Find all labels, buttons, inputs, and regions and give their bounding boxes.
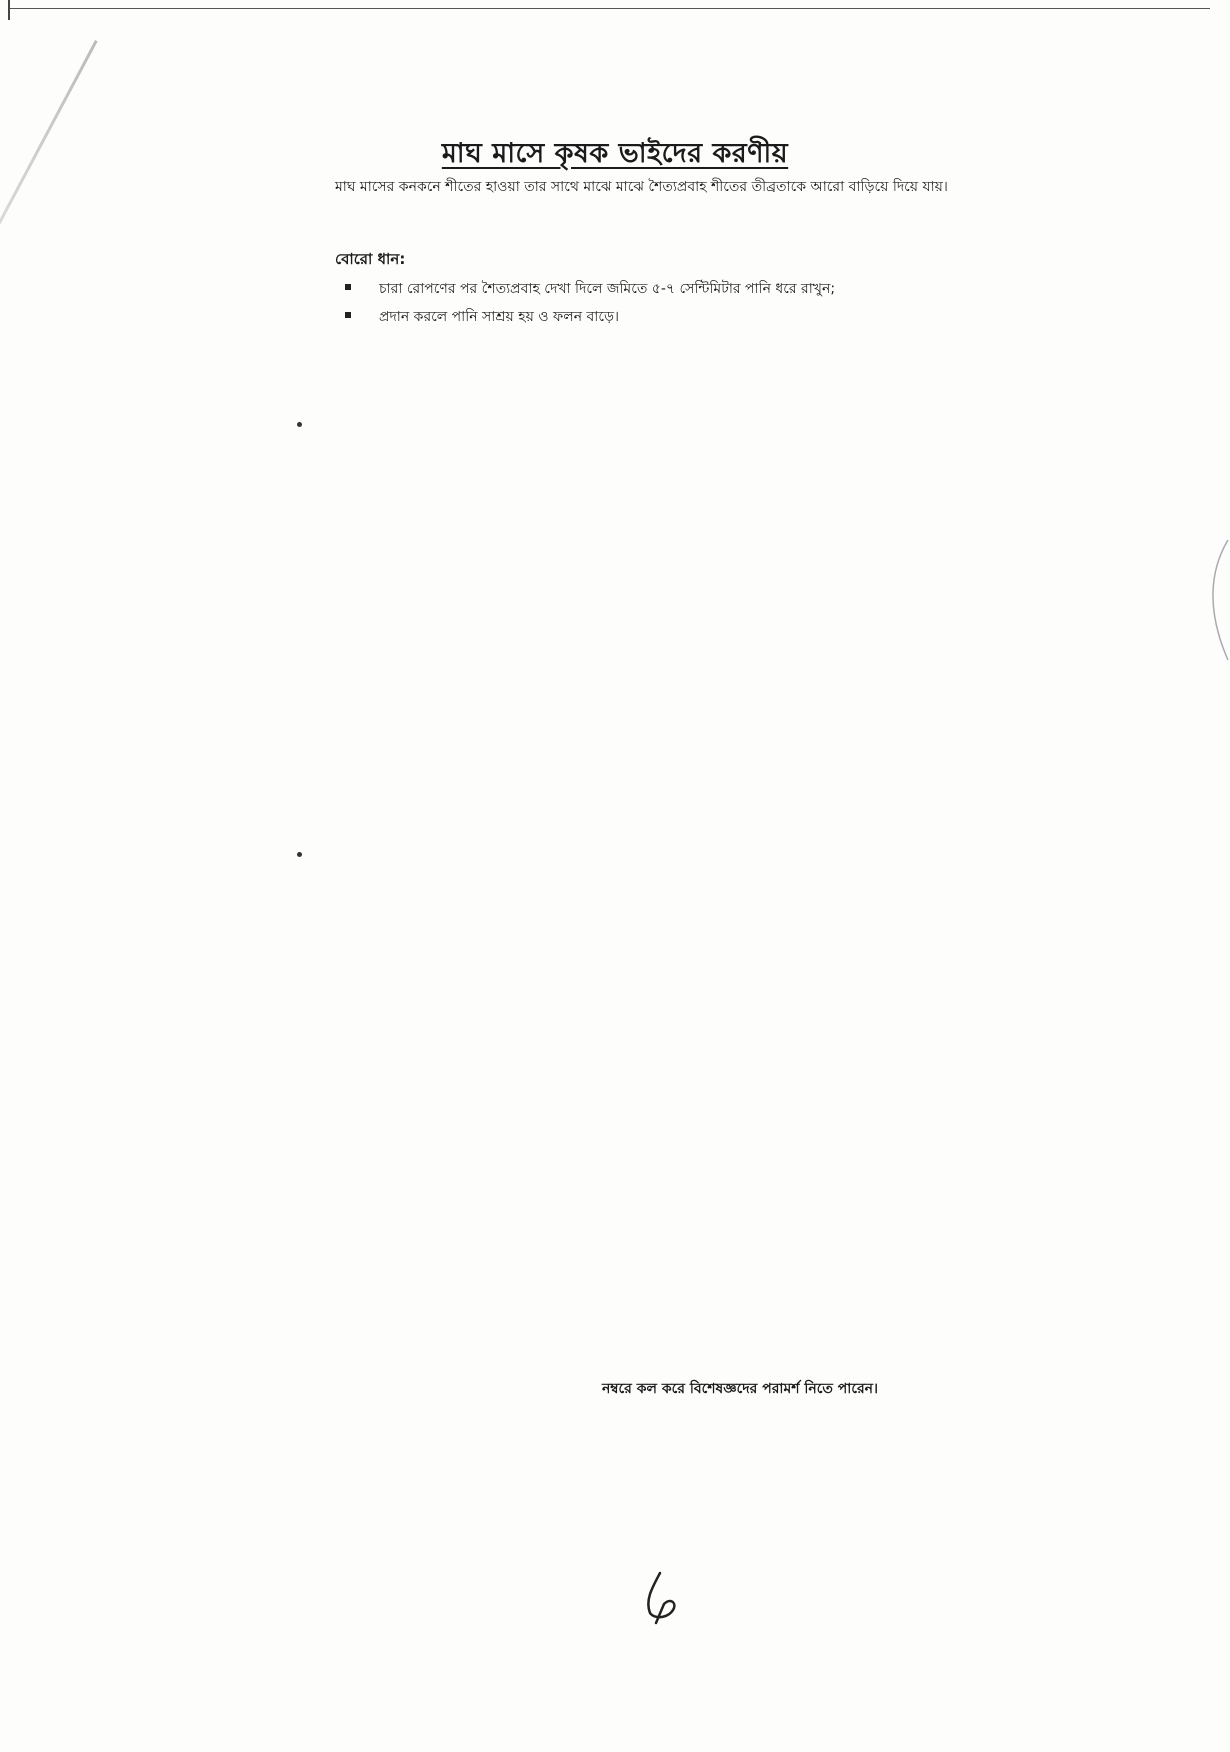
intro-paragraph: মাঘ মাসের কনকনে শীতের হাওয়া তার সাথে মাঝে মাঝে শৈত্যপ্রবাহ শীতের তীব্রতাকে আরো বাড়িয়ে দিয়ে যায়। — [335, 179, 948, 195]
page-edge-curve — [1200, 540, 1230, 660]
list-item-text: প্রদান করলে পানি সাশ্রয় হয় ও ফলন বাড়ে। — [379, 309, 619, 325]
margin-dot — [297, 422, 302, 427]
signature-mark — [630, 1568, 690, 1628]
section-heading-boro-paddy: বোরো ধান: — [335, 250, 406, 268]
corner-mark — [8, 0, 14, 20]
margin-dot — [297, 852, 302, 857]
bullet-icon — [345, 312, 351, 318]
list-item-text: চারা রোপণের পর শৈত্যপ্রবাহ দেখা দিলে জমিতে ৫-৭ সেন্টিমিটার পানি ধরে রাখুন; — [379, 281, 836, 297]
closing-note: নম্বরে কল করে বিশেষজ্ঞদের পরামর্শ নিতে পারেন। — [601, 1381, 879, 1397]
list-item — [345, 278, 1145, 300]
boro-paddy-list — [345, 278, 1145, 334]
list-item — [345, 306, 1145, 328]
page-title: মাঘ মাসে কৃষক ভাইদের করণীয় — [441, 138, 789, 169]
top-scan-edge — [10, 8, 1210, 9]
bullet-icon — [345, 284, 351, 290]
